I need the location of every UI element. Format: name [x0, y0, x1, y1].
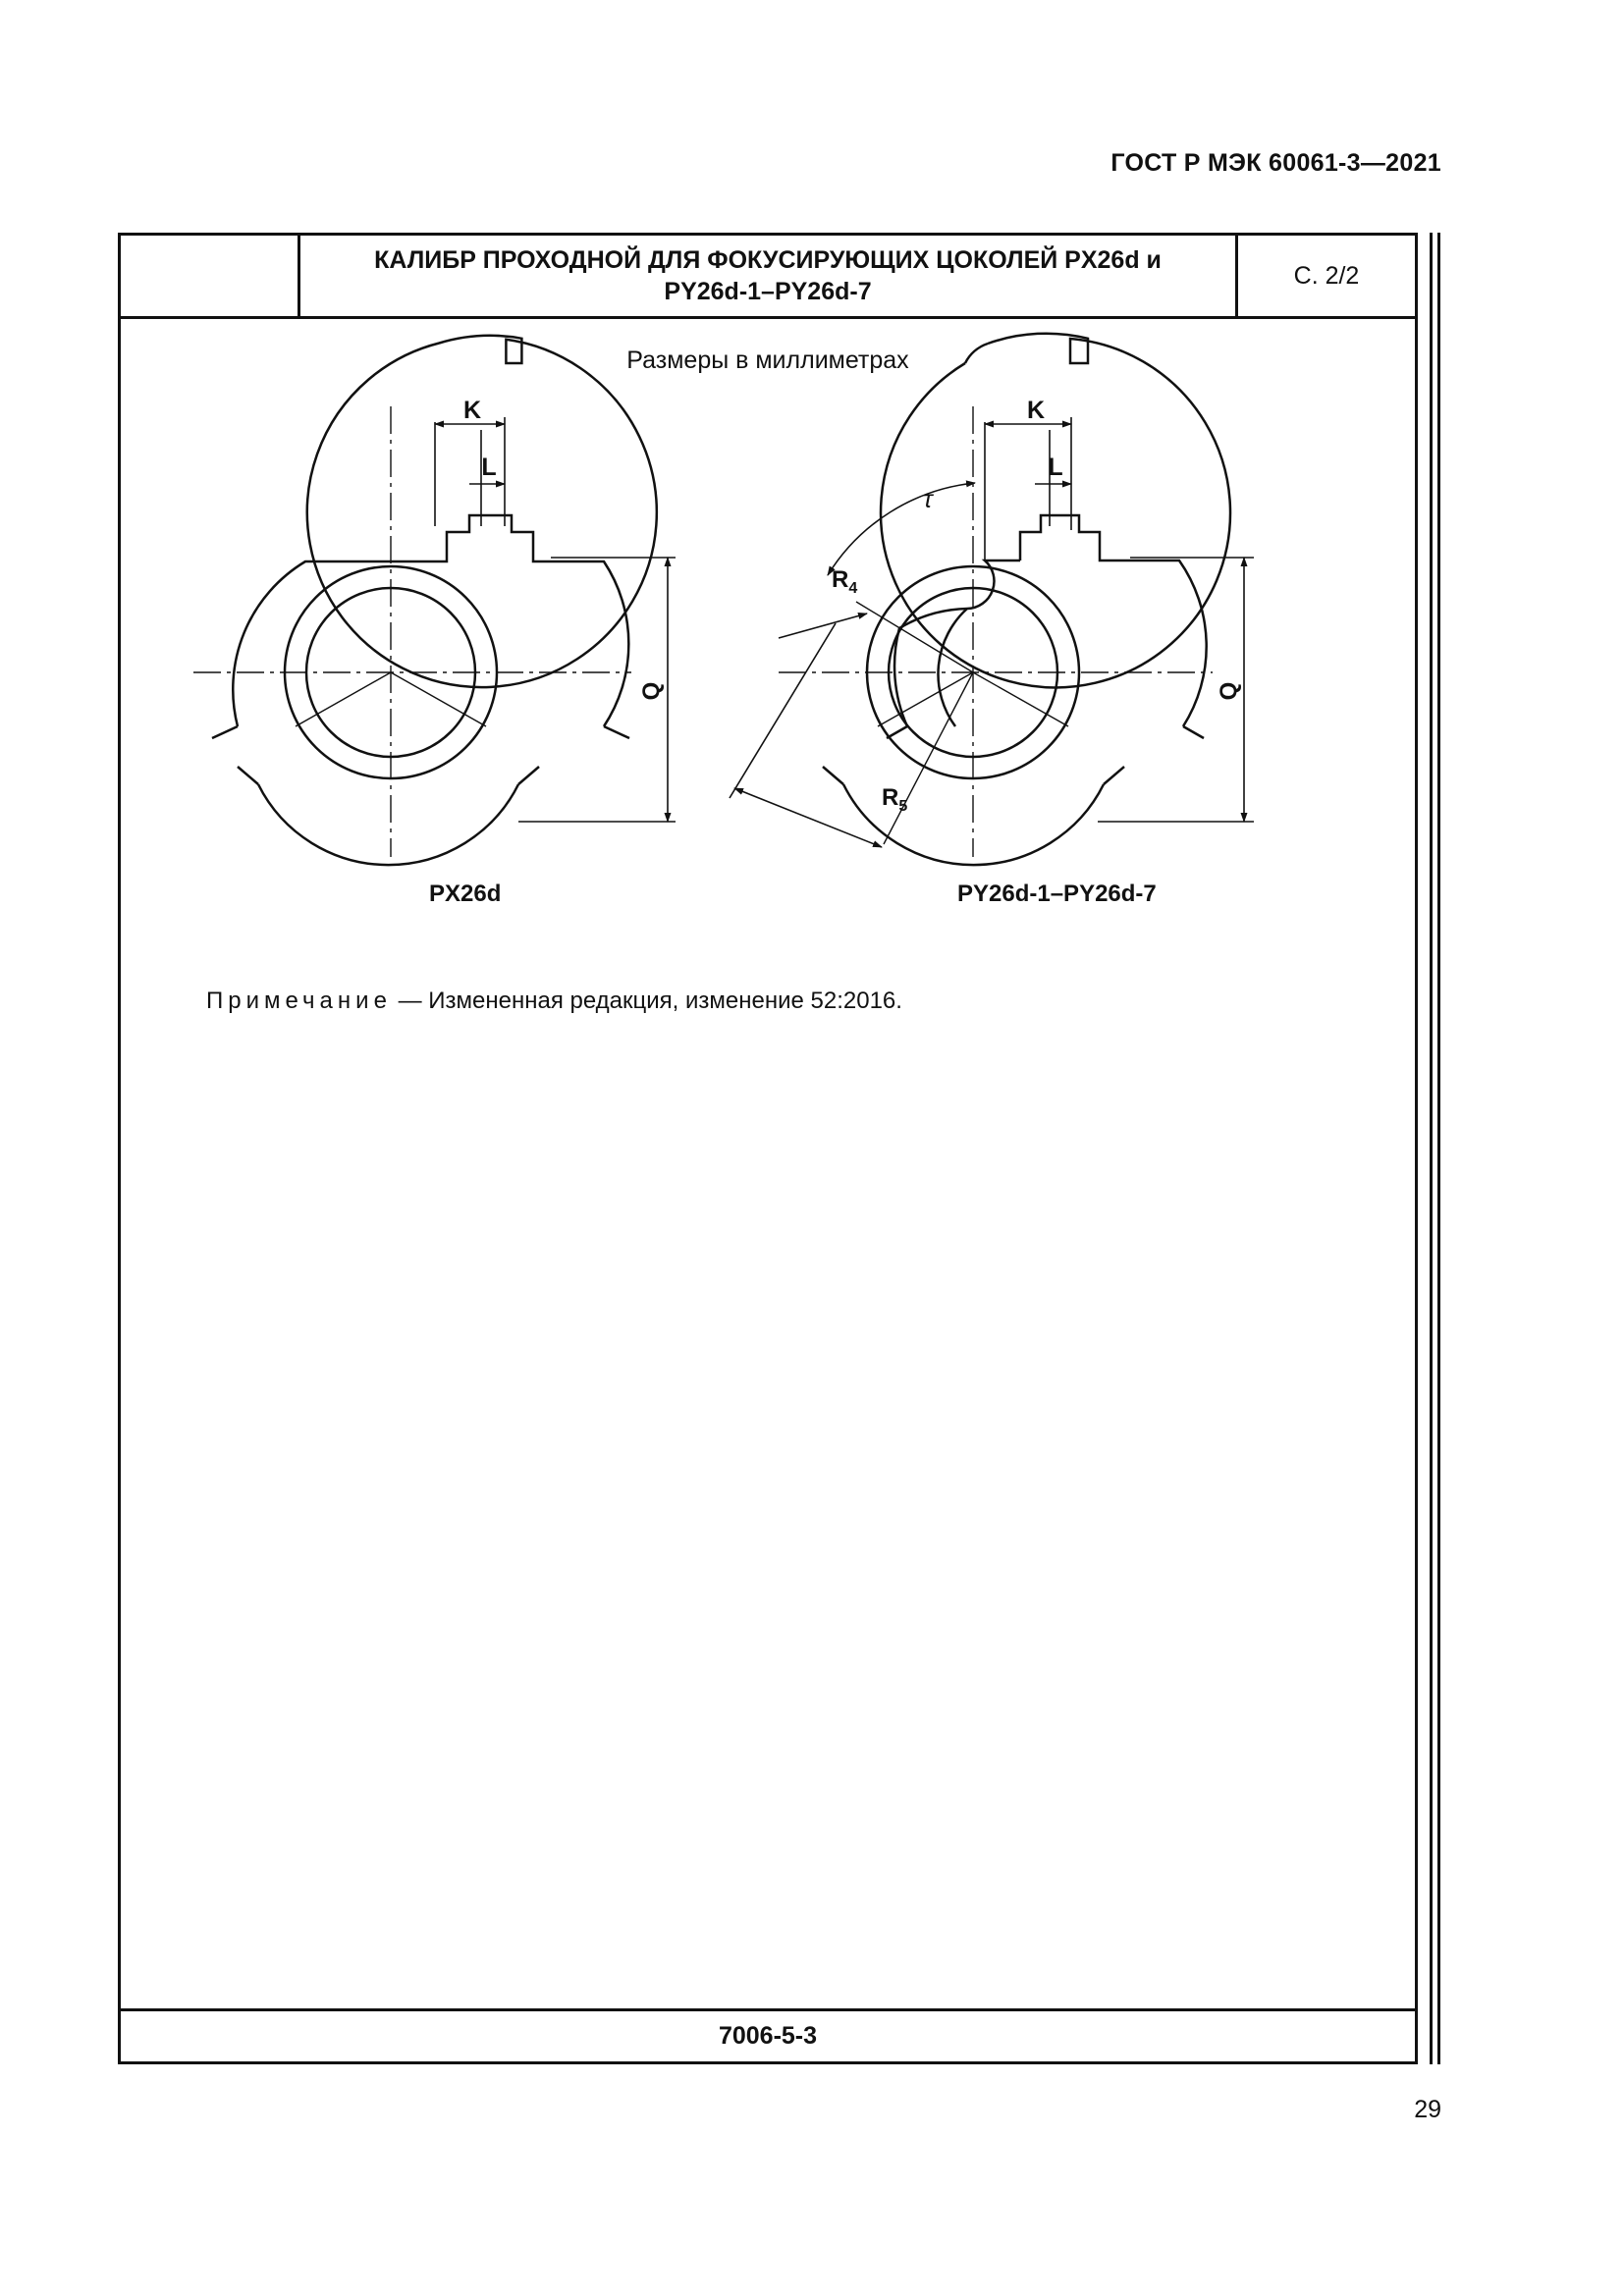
figure-px26d-dimensions [435, 417, 676, 822]
caption-px26d: PX26d [429, 881, 502, 907]
r5-extension [730, 623, 836, 798]
bottom-cut-left [823, 767, 843, 784]
ring-upper-contour [1020, 515, 1207, 726]
r4-leader-ext [779, 614, 867, 638]
r5-dimension-line [734, 788, 882, 847]
label-k-left: K [462, 397, 482, 424]
bottom-cut-right [518, 767, 539, 784]
label-r5-main: R [882, 784, 899, 811]
figure-px26d-axes [193, 406, 631, 857]
frame-double-line-outer [1430, 233, 1433, 2064]
label-r4-sub: 4 [848, 580, 858, 597]
label-k-right: K [1026, 397, 1046, 424]
side-cut-right [604, 726, 629, 738]
label-l-right: L [1048, 454, 1063, 481]
tau-arc-dimension [828, 483, 975, 575]
label-r4-main: R [832, 566, 849, 593]
label-q-left: Q [638, 681, 665, 701]
standard-sheet [118, 233, 1418, 2064]
ring-left-step [938, 609, 967, 726]
inner-ring-lower-arc [258, 784, 518, 865]
tau-notch [965, 344, 988, 363]
page-number: 29 [1414, 2096, 1441, 2123]
figure-px26d [212, 336, 657, 865]
note-text: — Измененная редакция, изменение 52:2016. [391, 988, 902, 1014]
bottom-cut-left [238, 767, 258, 784]
label-tau: τ [923, 486, 933, 513]
side-cut-right [1183, 726, 1204, 738]
label-r5 [882, 784, 907, 815]
outer-gauge-outline [881, 334, 1230, 688]
sheet-number: С. 2/2 [1293, 261, 1360, 290]
label-q-right: Q [1216, 681, 1242, 701]
label-l-left: L [481, 454, 497, 481]
frame-double-line-inner [1437, 233, 1440, 2064]
outer-gauge-outline [307, 336, 657, 687]
label-r5-sub: 5 [898, 798, 908, 815]
sheet-title-line-1: КАЛИБР ПРОХОДНОЙ ДЛЯ ФОКУСИРУЮЩИХ ЦОКОЛЕЙ PX26d и [374, 246, 1162, 274]
units-caption: Размеры в миллиметрах [626, 347, 909, 374]
sheet-title-line-2: PY26d-1–PY26d-7 [664, 278, 872, 305]
gauge-drawings [121, 236, 1415, 982]
caption-py26d: PY26d-1–PY26d-7 [957, 881, 1157, 907]
standard-code: ГОСТ Р МЭК 60061-3—2021 [1110, 149, 1441, 177]
bottom-cut-right [1104, 767, 1124, 784]
figure-py26d-dimensions [730, 417, 1254, 847]
note-word: Примечание [206, 988, 392, 1014]
sheet-code: 7006-5-3 [121, 2008, 1415, 2061]
note [206, 988, 902, 1015]
side-cut-left [212, 726, 238, 738]
label-r4 [832, 566, 857, 597]
figure-py26d-axes [779, 406, 1213, 857]
